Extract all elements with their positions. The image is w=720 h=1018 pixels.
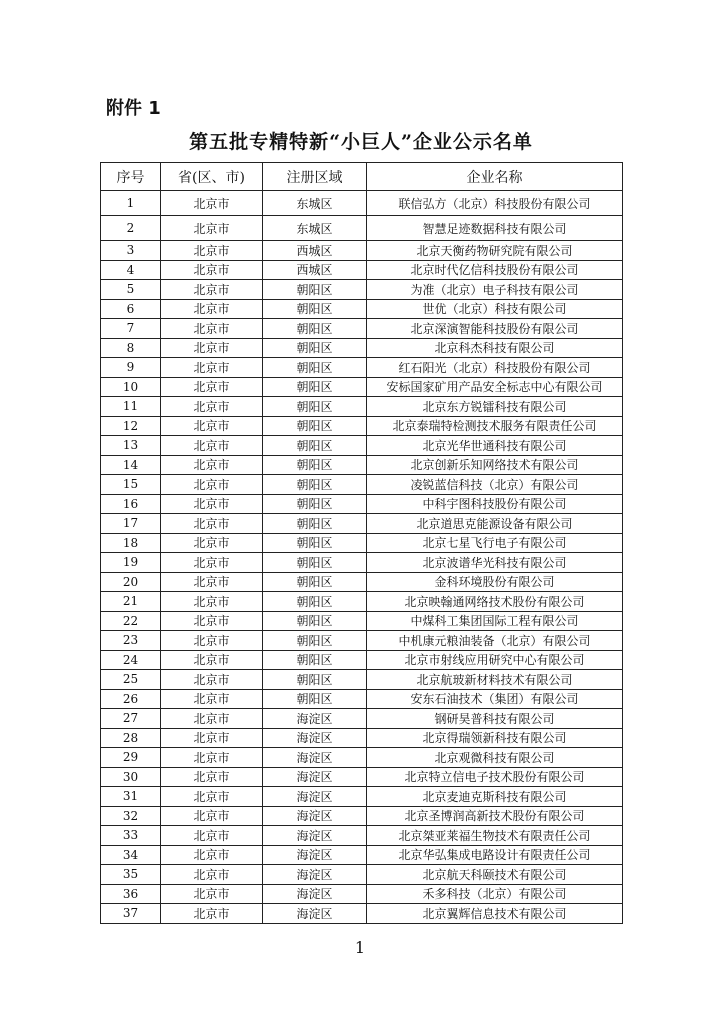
cell-index: 23 <box>101 631 161 651</box>
table-row <box>101 260 623 280</box>
cell-company-name: 北京七星飞行电子有限公司 <box>367 533 623 553</box>
cell-company-name: 安东石油技术（集团）有限公司 <box>367 689 623 709</box>
cell-province: 北京市 <box>161 845 263 865</box>
cell-company-name: 北京时代亿信科技股份有限公司 <box>367 260 623 280</box>
cell-index: 3 <box>101 241 161 261</box>
table-row <box>101 884 623 904</box>
cell-company-name: 智慧足迹数据科技有限公司 <box>367 216 623 241</box>
cell-province: 北京市 <box>161 319 263 339</box>
cell-district: 朝阳区 <box>263 533 367 553</box>
cell-province: 北京市 <box>161 455 263 475</box>
cell-province: 北京市 <box>161 553 263 573</box>
table-row <box>101 845 623 865</box>
cell-province: 北京市 <box>161 533 263 553</box>
cell-province: 北京市 <box>161 377 263 397</box>
cell-index: 25 <box>101 670 161 690</box>
cell-district: 海淀区 <box>263 806 367 826</box>
cell-company-name: 中科宇图科技股份有限公司 <box>367 494 623 514</box>
cell-company-name: 联信弘方（北京）科技股份有限公司 <box>367 191 623 216</box>
cell-district: 海淀区 <box>263 884 367 904</box>
table-row <box>101 514 623 534</box>
table-row <box>101 865 623 885</box>
cell-company-name: 北京东方锐镭科技有限公司 <box>367 397 623 417</box>
cell-company-name: 为准（北京）电子科技有限公司 <box>367 280 623 300</box>
table-row <box>101 397 623 417</box>
table-row <box>101 377 623 397</box>
table-row <box>101 611 623 631</box>
cell-index: 9 <box>101 358 161 378</box>
cell-company-name: 金科环境股份有限公司 <box>367 572 623 592</box>
table-row <box>101 416 623 436</box>
table-row <box>101 592 623 612</box>
cell-district: 西城区 <box>263 241 367 261</box>
cell-province: 北京市 <box>161 572 263 592</box>
table-body <box>101 191 623 924</box>
table-row <box>101 904 623 924</box>
cell-province: 北京市 <box>161 767 263 787</box>
table-row <box>101 241 623 261</box>
table-row <box>101 670 623 690</box>
cell-index: 35 <box>101 865 161 885</box>
cell-district: 海淀区 <box>263 709 367 729</box>
cell-district: 海淀区 <box>263 767 367 787</box>
table-row <box>101 650 623 670</box>
cell-index: 34 <box>101 845 161 865</box>
table-header-row <box>101 163 623 191</box>
cell-company-name: 钢研昊普科技有限公司 <box>367 709 623 729</box>
attachment-label: 附件 1 <box>106 98 161 119</box>
cell-index: 30 <box>101 767 161 787</box>
cell-index: 24 <box>101 650 161 670</box>
company-list-table <box>100 162 623 924</box>
cell-province: 北京市 <box>161 299 263 319</box>
document-title: 第五批专精特新“小巨人”企业公示名单 <box>189 131 533 153</box>
cell-company-name: 北京深演智能科技股份有限公司 <box>367 319 623 339</box>
cell-index: 36 <box>101 884 161 904</box>
page-number: 1 <box>354 938 366 957</box>
cell-index: 12 <box>101 416 161 436</box>
cell-index: 21 <box>101 592 161 612</box>
cell-province: 北京市 <box>161 787 263 807</box>
cell-company-name: 北京桀亚莱福生物技术有限责任公司 <box>367 826 623 846</box>
cell-company-name: 北京华弘集成电路设计有限责任公司 <box>367 845 623 865</box>
cell-district: 朝阳区 <box>263 416 367 436</box>
cell-province: 北京市 <box>161 280 263 300</box>
cell-company-name: 北京泰瑞特检测技术服务有限责任公司 <box>367 416 623 436</box>
cell-district: 海淀区 <box>263 787 367 807</box>
table-row <box>101 280 623 300</box>
cell-index: 17 <box>101 514 161 534</box>
cell-province: 北京市 <box>161 670 263 690</box>
cell-district: 海淀区 <box>263 728 367 748</box>
cell-company-name: 凌锐蓝信科技（北京）有限公司 <box>367 475 623 495</box>
cell-district: 朝阳区 <box>263 631 367 651</box>
table-row <box>101 358 623 378</box>
table-row <box>101 826 623 846</box>
cell-company-name: 世优（北京）科技有限公司 <box>367 299 623 319</box>
cell-province: 北京市 <box>161 689 263 709</box>
table-row <box>101 806 623 826</box>
cell-district: 海淀区 <box>263 845 367 865</box>
cell-province: 北京市 <box>161 728 263 748</box>
cell-index: 13 <box>101 436 161 456</box>
cell-company-name: 北京观微科技有限公司 <box>367 748 623 768</box>
cell-province: 北京市 <box>161 592 263 612</box>
cell-index: 27 <box>101 709 161 729</box>
cell-index: 29 <box>101 748 161 768</box>
table-row <box>101 709 623 729</box>
cell-company-name: 北京航天科颐技术有限公司 <box>367 865 623 885</box>
cell-index: 6 <box>101 299 161 319</box>
cell-company-name: 北京麦迪克斯科技有限公司 <box>367 787 623 807</box>
cell-province: 北京市 <box>161 494 263 514</box>
cell-company-name: 北京映翰通网络技术股份有限公司 <box>367 592 623 612</box>
header-index: 序号 <box>101 163 161 191</box>
table-row <box>101 728 623 748</box>
cell-company-name: 北京圣博润高新技术股份有限公司 <box>367 806 623 826</box>
cell-company-name: 北京天衡药物研究院有限公司 <box>367 241 623 261</box>
cell-province: 北京市 <box>161 416 263 436</box>
table-row <box>101 787 623 807</box>
cell-index: 15 <box>101 475 161 495</box>
table-row <box>101 191 623 216</box>
cell-district: 朝阳区 <box>263 475 367 495</box>
table-row <box>101 338 623 358</box>
cell-index: 14 <box>101 455 161 475</box>
cell-district: 朝阳区 <box>263 299 367 319</box>
cell-district: 朝阳区 <box>263 377 367 397</box>
table-row <box>101 572 623 592</box>
cell-province: 北京市 <box>161 748 263 768</box>
cell-province: 北京市 <box>161 475 263 495</box>
cell-company-name: 安标国家矿用产品安全标志中心有限公司 <box>367 377 623 397</box>
cell-province: 北京市 <box>161 650 263 670</box>
cell-district: 朝阳区 <box>263 611 367 631</box>
cell-district: 朝阳区 <box>263 689 367 709</box>
table-row <box>101 436 623 456</box>
cell-index: 19 <box>101 553 161 573</box>
cell-index: 2 <box>101 216 161 241</box>
cell-index: 1 <box>101 191 161 216</box>
cell-district: 海淀区 <box>263 748 367 768</box>
cell-company-name: 禾多科技（北京）有限公司 <box>367 884 623 904</box>
cell-company-name: 中机康元粮油装备（北京）有限公司 <box>367 631 623 651</box>
cell-province: 北京市 <box>161 436 263 456</box>
cell-province: 北京市 <box>161 806 263 826</box>
cell-district: 朝阳区 <box>263 358 367 378</box>
cell-index: 32 <box>101 806 161 826</box>
cell-province: 北京市 <box>161 216 263 241</box>
cell-district: 朝阳区 <box>263 280 367 300</box>
cell-province: 北京市 <box>161 865 263 885</box>
table-row <box>101 631 623 651</box>
cell-district: 朝阳区 <box>263 670 367 690</box>
table-row <box>101 494 623 514</box>
cell-district: 朝阳区 <box>263 494 367 514</box>
cell-index: 16 <box>101 494 161 514</box>
cell-district: 朝阳区 <box>263 319 367 339</box>
cell-company-name: 北京市射线应用研究中心有限公司 <box>367 650 623 670</box>
cell-district: 朝阳区 <box>263 553 367 573</box>
cell-company-name: 北京翼辉信息技术有限公司 <box>367 904 623 924</box>
cell-company-name: 中煤科工集团国际工程有限公司 <box>367 611 623 631</box>
cell-district: 东城区 <box>263 191 367 216</box>
cell-index: 11 <box>101 397 161 417</box>
header-company-name: 企业名称 <box>367 163 623 191</box>
cell-district: 朝阳区 <box>263 338 367 358</box>
cell-province: 北京市 <box>161 884 263 904</box>
cell-index: 10 <box>101 377 161 397</box>
table-row <box>101 299 623 319</box>
cell-district: 海淀区 <box>263 904 367 924</box>
table-row <box>101 553 623 573</box>
cell-index: 31 <box>101 787 161 807</box>
header-district: 注册区域 <box>263 163 367 191</box>
cell-province: 北京市 <box>161 611 263 631</box>
cell-district: 海淀区 <box>263 865 367 885</box>
cell-province: 北京市 <box>161 338 263 358</box>
cell-index: 28 <box>101 728 161 748</box>
cell-province: 北京市 <box>161 514 263 534</box>
cell-index: 4 <box>101 260 161 280</box>
cell-company-name: 北京特立信电子技术股份有限公司 <box>367 767 623 787</box>
cell-district: 朝阳区 <box>263 397 367 417</box>
header-province: 省(区、市) <box>161 163 263 191</box>
cell-district: 海淀区 <box>263 826 367 846</box>
table-row <box>101 475 623 495</box>
cell-company-name: 北京道思克能源设备有限公司 <box>367 514 623 534</box>
cell-index: 22 <box>101 611 161 631</box>
cell-company-name: 北京得瑞领新科技有限公司 <box>367 728 623 748</box>
cell-index: 5 <box>101 280 161 300</box>
cell-index: 7 <box>101 319 161 339</box>
cell-district: 东城区 <box>263 216 367 241</box>
cell-province: 北京市 <box>161 241 263 261</box>
cell-index: 8 <box>101 338 161 358</box>
table-row <box>101 689 623 709</box>
cell-district: 朝阳区 <box>263 592 367 612</box>
cell-company-name: 北京波谱华光科技有限公司 <box>367 553 623 573</box>
cell-province: 北京市 <box>161 397 263 417</box>
cell-province: 北京市 <box>161 904 263 924</box>
table-row <box>101 319 623 339</box>
cell-district: 朝阳区 <box>263 455 367 475</box>
cell-index: 18 <box>101 533 161 553</box>
cell-province: 北京市 <box>161 709 263 729</box>
cell-index: 26 <box>101 689 161 709</box>
cell-company-name: 北京光华世通科技有限公司 <box>367 436 623 456</box>
cell-company-name: 北京航玻新材料技术有限公司 <box>367 670 623 690</box>
cell-district: 西城区 <box>263 260 367 280</box>
table-row <box>101 767 623 787</box>
cell-company-name: 北京创新乐知网络技术有限公司 <box>367 455 623 475</box>
cell-district: 朝阳区 <box>263 650 367 670</box>
table-row <box>101 216 623 241</box>
cell-province: 北京市 <box>161 631 263 651</box>
table-row <box>101 455 623 475</box>
cell-index: 37 <box>101 904 161 924</box>
table-row <box>101 748 623 768</box>
cell-index: 20 <box>101 572 161 592</box>
table-row <box>101 533 623 553</box>
cell-index: 33 <box>101 826 161 846</box>
cell-district: 朝阳区 <box>263 514 367 534</box>
cell-province: 北京市 <box>161 191 263 216</box>
cell-district: 朝阳区 <box>263 572 367 592</box>
cell-province: 北京市 <box>161 358 263 378</box>
cell-province: 北京市 <box>161 260 263 280</box>
cell-company-name: 红石阳光（北京）科技股份有限公司 <box>367 358 623 378</box>
cell-district: 朝阳区 <box>263 436 367 456</box>
cell-province: 北京市 <box>161 826 263 846</box>
cell-company-name: 北京科杰科技有限公司 <box>367 338 623 358</box>
